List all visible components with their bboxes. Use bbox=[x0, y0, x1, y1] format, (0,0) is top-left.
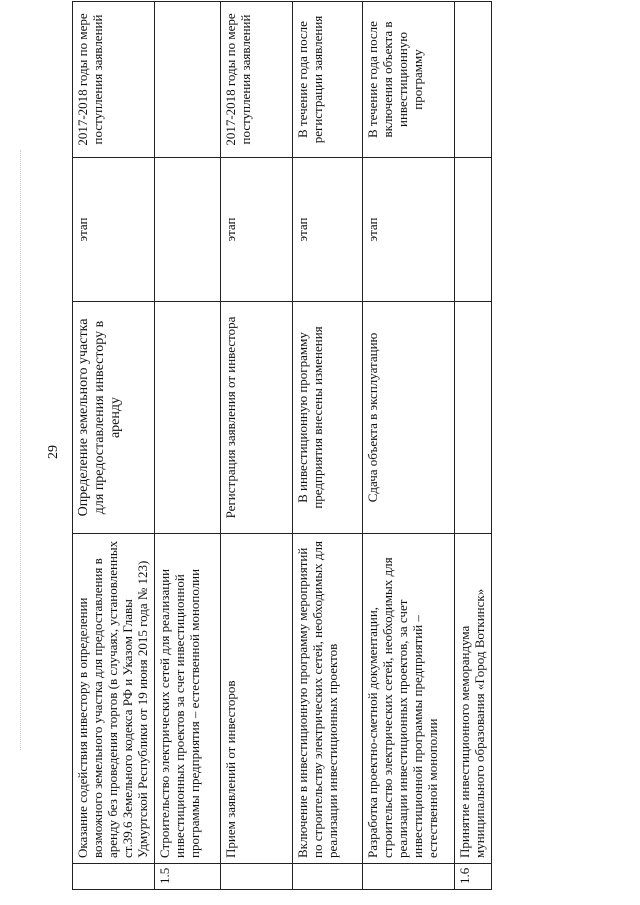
type-cell bbox=[455, 158, 492, 302]
term-cell: В течение года после регистрации заявления bbox=[293, 2, 363, 158]
row-number-cell: 1.6 bbox=[455, 864, 492, 890]
result-cell: Определение земельного участка для предоставления инвестору в аренду bbox=[73, 302, 155, 534]
result-cell bbox=[155, 302, 221, 534]
term-cell bbox=[155, 2, 221, 158]
measures-table bbox=[72, 1, 492, 890]
term-cell: 2017-2018 годы по мере поступления заявлений bbox=[221, 2, 293, 158]
row-number-cell bbox=[363, 864, 455, 890]
type-cell: этап bbox=[363, 158, 455, 302]
table-row bbox=[363, 2, 455, 890]
table-row bbox=[455, 2, 492, 890]
table-row bbox=[73, 2, 155, 890]
term-cell: 2017-2018 годы по мере поступления заявлений bbox=[73, 2, 155, 158]
result-cell: В инвестиционную программу предприятия внесены изменения bbox=[293, 302, 363, 534]
table-row bbox=[221, 2, 293, 890]
activity-cell: Оказание содействия инвестору в определении возможного земельного участка для предоставления в аренду без проведения торгов (в случаях, установленных ст.39.6 Земельного кодекса РФ и Указом Главы Удмуртской Республики от 19 июня 2015 года № 123) bbox=[73, 534, 155, 864]
result-cell: Регистрация заявления от инвестора bbox=[221, 302, 293, 534]
row-number-cell bbox=[293, 864, 363, 890]
result-cell: Сдача объекта в эксплуатацию bbox=[363, 302, 455, 534]
term-cell bbox=[455, 2, 492, 158]
scan-margin bbox=[20, 150, 22, 750]
page-number: 29 bbox=[46, 445, 61, 459]
row-number-cell: 1.5 bbox=[155, 864, 221, 890]
row-number-cell bbox=[73, 864, 155, 890]
table-row bbox=[155, 2, 221, 890]
type-cell: этап bbox=[73, 158, 155, 302]
type-cell: этап bbox=[293, 158, 363, 302]
type-cell bbox=[155, 158, 221, 302]
row-number-cell bbox=[221, 864, 293, 890]
activity-cell: Принятие инвестиционного меморандума муниципального образования «Город Воткинск» bbox=[455, 534, 492, 864]
activity-cell: Разработка проектно-сметной документации, строительство электрических сетей, необходимых для реализации инвестиционных проектов, за счет инвестиционной программы предприятий – естественной монополии bbox=[363, 534, 455, 864]
activity-cell: Включение в инвестиционную программу мероприятий по строительству электрических сетей, необходимых для реализации инвестиционных проектов bbox=[293, 534, 363, 864]
table-row bbox=[293, 2, 363, 890]
type-cell: этап bbox=[221, 158, 293, 302]
activity-cell: Строительство электрических сетей для реализации инвестиционных проектов за счет инвестиционной программы предприятия – естественной монополии bbox=[155, 534, 221, 864]
result-cell bbox=[455, 302, 492, 534]
rotated-table-container bbox=[72, 2, 490, 890]
activity-cell: Прием заявлений от инвесторов bbox=[221, 534, 293, 864]
term-cell: В течение года после включения объекта в инвестиционную программу bbox=[363, 2, 455, 158]
